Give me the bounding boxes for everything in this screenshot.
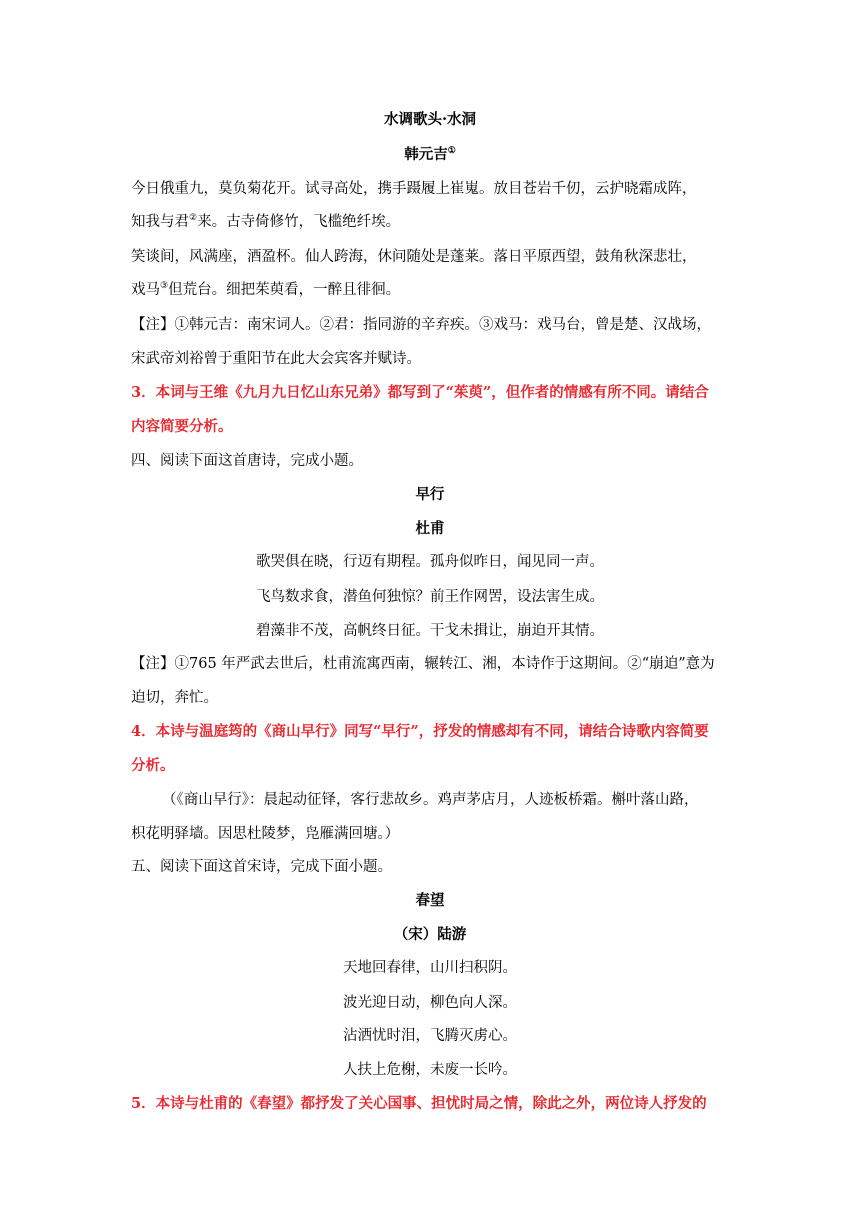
annotation-note: 【注】①韩元吉：南宋词人。②君：指同游的辛弃疾。③戏马：戏马台，曾是楚、汉战场， bbox=[131, 317, 711, 333]
poem-line: 戏马③但荒台。细把茱萸看，一醉且徘徊。 bbox=[131, 281, 401, 298]
question-4: 分析。 bbox=[131, 757, 175, 774]
poem-line: 人扶上危榭，未废一长吟。 bbox=[343, 1062, 517, 1078]
footnote-marker: ① bbox=[447, 146, 456, 157]
poem-line: 今日俄重九，莫负菊花开。试寻高处，携手蹑履上崔嵬。放目苍岩千仞，云护晓霜成阵， bbox=[131, 181, 697, 197]
poem-line: 波光迎日动，柳色向人深。 bbox=[343, 995, 517, 1011]
annotation-note: 迫切，奔忙。 bbox=[131, 690, 218, 706]
poem-line: 知我与君②来。古寺倚修竹，飞槛绝纤埃。 bbox=[131, 213, 401, 230]
question-4: 4．本诗与温庭筠的《商山早行》同写“早行”，抒发的情感却有不同，请结合诗歌内容简要 bbox=[131, 723, 709, 740]
reference-poem: 枳花明驿墙。因思杜陵梦，凫雁满回塘。） bbox=[131, 826, 400, 842]
poem-line: 飞鸟数求食，潜鱼何独惊？前王作网罟，设法害生成。 bbox=[256, 589, 604, 605]
poem-author: （宋）陆游 bbox=[393, 926, 467, 943]
question-3: 3．本词与王维《九月九日忆山东兄弟》都写到了“茱萸”，但作者的情感有所不同。请结合 bbox=[131, 384, 709, 401]
poem-author: 杜甫 bbox=[415, 520, 445, 537]
poem-line: 歌哭俱在晓，行迈有期程。孤舟似昨日，闻见同一声。 bbox=[256, 554, 604, 570]
annotation-note: 宋武帝刘裕曾于重阳节在此大会宾客并赋诗。 bbox=[131, 351, 421, 367]
footnote-marker: ③ bbox=[160, 281, 169, 292]
reference-poem: （《商山早行》：晨起动征铎，客行悲故乡。鸡声茅店月，人迹板桥霜。槲叶落山路， bbox=[162, 792, 699, 808]
poem-line: 碧藻非不茂，高帆终日征。干戈未揖让，崩迫开其情。 bbox=[256, 623, 604, 639]
poem-line: 天地回春律，山川扫积阴。 bbox=[343, 960, 517, 976]
poem-title: 早行 bbox=[415, 486, 445, 503]
section-heading: 四、阅读下面这首唐诗，完成小题。 bbox=[131, 453, 363, 469]
question-5: 5．本诗与杜甫的《春望》都抒发了关心国事、担忧时局之情，除此之外，两位诗人抒发的 bbox=[131, 1095, 707, 1112]
poem-title: 春望 bbox=[415, 892, 445, 909]
footnote-marker: ② bbox=[189, 213, 198, 224]
poem-line: 笑谈间，风满座，酒盈杯。仙人跨海，休问随处是蓬莱。落日平原西望，鼓角秋深悲壮， bbox=[131, 249, 697, 265]
question-3: 内容简要分析。 bbox=[131, 418, 233, 435]
poem-line: 沾洒忧时泪，飞腾灭虏心。 bbox=[343, 1028, 517, 1044]
poem-title: 水调歌头·水洞 bbox=[383, 111, 477, 128]
poem-author: 韩元吉① bbox=[404, 146, 456, 163]
annotation-note: 【注】①765 年严武去世后，杜甫流寓西南，辗转江、湘，本诗作于这期间。②“崩迫”意为 bbox=[131, 656, 715, 672]
section-heading: 五、阅读下面这首宋诗，完成下面小题。 bbox=[131, 859, 392, 875]
